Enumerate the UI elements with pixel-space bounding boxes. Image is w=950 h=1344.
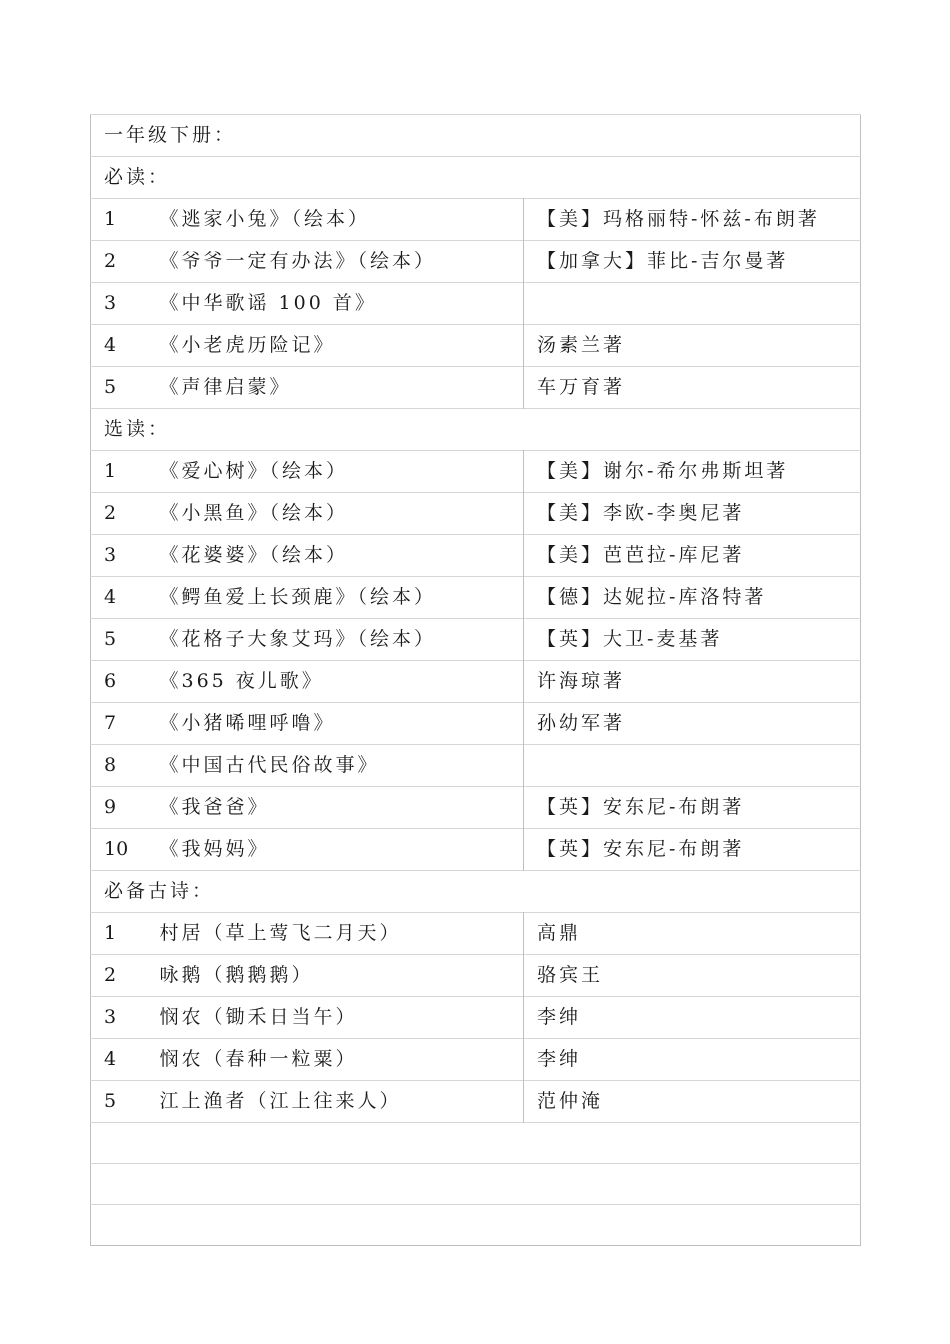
table-row bbox=[91, 829, 861, 871]
table-row bbox=[91, 619, 861, 661]
row-number: 8 bbox=[91, 745, 147, 787]
section-heading: 一年级下册： bbox=[91, 115, 861, 157]
book-author: 车万育著 bbox=[524, 367, 861, 409]
row-number: 1 bbox=[91, 451, 147, 493]
table-row bbox=[91, 577, 861, 619]
table-row bbox=[91, 493, 861, 535]
book-author: 【英】安东尼-布朗著 bbox=[524, 829, 861, 871]
empty-cell bbox=[91, 1205, 861, 1246]
table-row bbox=[91, 745, 861, 787]
book-title: 悯农（锄禾日当午） bbox=[147, 997, 524, 1039]
table-row bbox=[91, 241, 861, 283]
table-row bbox=[91, 283, 861, 325]
book-title: 《鳄鱼爱上长颈鹿》（绘本） bbox=[147, 577, 524, 619]
book-author: 【加拿大】菲比-吉尔曼著 bbox=[524, 241, 861, 283]
book-title: 《小黑鱼》（绘本） bbox=[147, 493, 524, 535]
book-author: 【美】芭芭拉-库尼著 bbox=[524, 535, 861, 577]
book-title: 村居（草上莺飞二月天） bbox=[147, 913, 524, 955]
table-row bbox=[91, 367, 861, 409]
row-number: 1 bbox=[91, 913, 147, 955]
book-author: 高鼎 bbox=[524, 913, 861, 955]
reading-list-table bbox=[90, 114, 861, 1246]
row-number: 2 bbox=[91, 955, 147, 997]
book-title: 悯农（春种一粒粟） bbox=[147, 1039, 524, 1081]
empty-row bbox=[91, 1123, 861, 1164]
section-heading: 必读： bbox=[91, 157, 861, 199]
book-title: 《小猪唏哩呼噜》 bbox=[147, 703, 524, 745]
table-row bbox=[91, 703, 861, 745]
book-author: 汤素兰著 bbox=[524, 325, 861, 367]
row-number: 2 bbox=[91, 241, 147, 283]
table-row bbox=[91, 997, 861, 1039]
empty-cell bbox=[91, 1123, 861, 1164]
book-author: 范仲淹 bbox=[524, 1081, 861, 1123]
row-number: 3 bbox=[91, 283, 147, 325]
row-number: 10 bbox=[91, 829, 147, 871]
book-title: 《中国古代民俗故事》 bbox=[147, 745, 524, 787]
row-number: 3 bbox=[91, 997, 147, 1039]
book-title: 《小老虎历险记》 bbox=[147, 325, 524, 367]
row-number: 5 bbox=[91, 619, 147, 661]
book-author: 【美】李欧-李奥尼著 bbox=[524, 493, 861, 535]
book-author: 【德】达妮拉-库洛特著 bbox=[524, 577, 861, 619]
book-title: 《声律启蒙》 bbox=[147, 367, 524, 409]
book-title: 《爷爷一定有办法》（绘本） bbox=[147, 241, 524, 283]
empty-cell bbox=[91, 1164, 861, 1205]
section-heading-row bbox=[91, 409, 861, 451]
reading-list-body bbox=[91, 115, 861, 1246]
book-title: 咏鹅（鹅鹅鹅） bbox=[147, 955, 524, 997]
table-row bbox=[91, 1081, 861, 1123]
book-author: 许海琼著 bbox=[524, 661, 861, 703]
empty-row bbox=[91, 1164, 861, 1205]
table-row bbox=[91, 199, 861, 241]
book-title: 《逃家小兔》（绘本） bbox=[147, 199, 524, 241]
book-author: 李绅 bbox=[524, 1039, 861, 1081]
book-title: 江上渔者（江上往来人） bbox=[147, 1081, 524, 1123]
table-row bbox=[91, 787, 861, 829]
table-row bbox=[91, 1039, 861, 1081]
book-title: 《我爸爸》 bbox=[147, 787, 524, 829]
section-heading-row bbox=[91, 115, 861, 157]
book-title: 《爱心树》（绘本） bbox=[147, 451, 524, 493]
table-row bbox=[91, 913, 861, 955]
table-row bbox=[91, 451, 861, 493]
section-heading: 选读： bbox=[91, 409, 861, 451]
book-author: 【美】玛格丽特-怀兹-布朗著 bbox=[524, 199, 861, 241]
book-author bbox=[524, 283, 861, 325]
row-number: 4 bbox=[91, 325, 147, 367]
empty-row bbox=[91, 1205, 861, 1246]
table-row bbox=[91, 955, 861, 997]
row-number: 1 bbox=[91, 199, 147, 241]
section-heading-row bbox=[91, 157, 861, 199]
row-number: 6 bbox=[91, 661, 147, 703]
row-number: 5 bbox=[91, 1081, 147, 1123]
row-number: 9 bbox=[91, 787, 147, 829]
section-heading-row bbox=[91, 871, 861, 913]
table-row bbox=[91, 325, 861, 367]
row-number: 5 bbox=[91, 367, 147, 409]
book-author: 【美】谢尔-希尔弗斯坦著 bbox=[524, 451, 861, 493]
row-number: 4 bbox=[91, 1039, 147, 1081]
table-row bbox=[91, 535, 861, 577]
book-title: 《我妈妈》 bbox=[147, 829, 524, 871]
table-row bbox=[91, 661, 861, 703]
book-title: 《花婆婆》（绘本） bbox=[147, 535, 524, 577]
book-title: 《中华歌谣 100 首》 bbox=[147, 283, 524, 325]
book-author: 李绅 bbox=[524, 997, 861, 1039]
row-number: 7 bbox=[91, 703, 147, 745]
row-number: 2 bbox=[91, 493, 147, 535]
row-number: 4 bbox=[91, 577, 147, 619]
book-author bbox=[524, 745, 861, 787]
row-number: 3 bbox=[91, 535, 147, 577]
book-title: 《花格子大象艾玛》（绘本） bbox=[147, 619, 524, 661]
section-heading: 必备古诗： bbox=[91, 871, 861, 913]
book-author: 【英】安东尼-布朗著 bbox=[524, 787, 861, 829]
book-author: 孙幼军著 bbox=[524, 703, 861, 745]
book-author: 【英】大卫-麦基著 bbox=[524, 619, 861, 661]
book-title: 《365 夜儿歌》 bbox=[147, 661, 524, 703]
book-author: 骆宾王 bbox=[524, 955, 861, 997]
